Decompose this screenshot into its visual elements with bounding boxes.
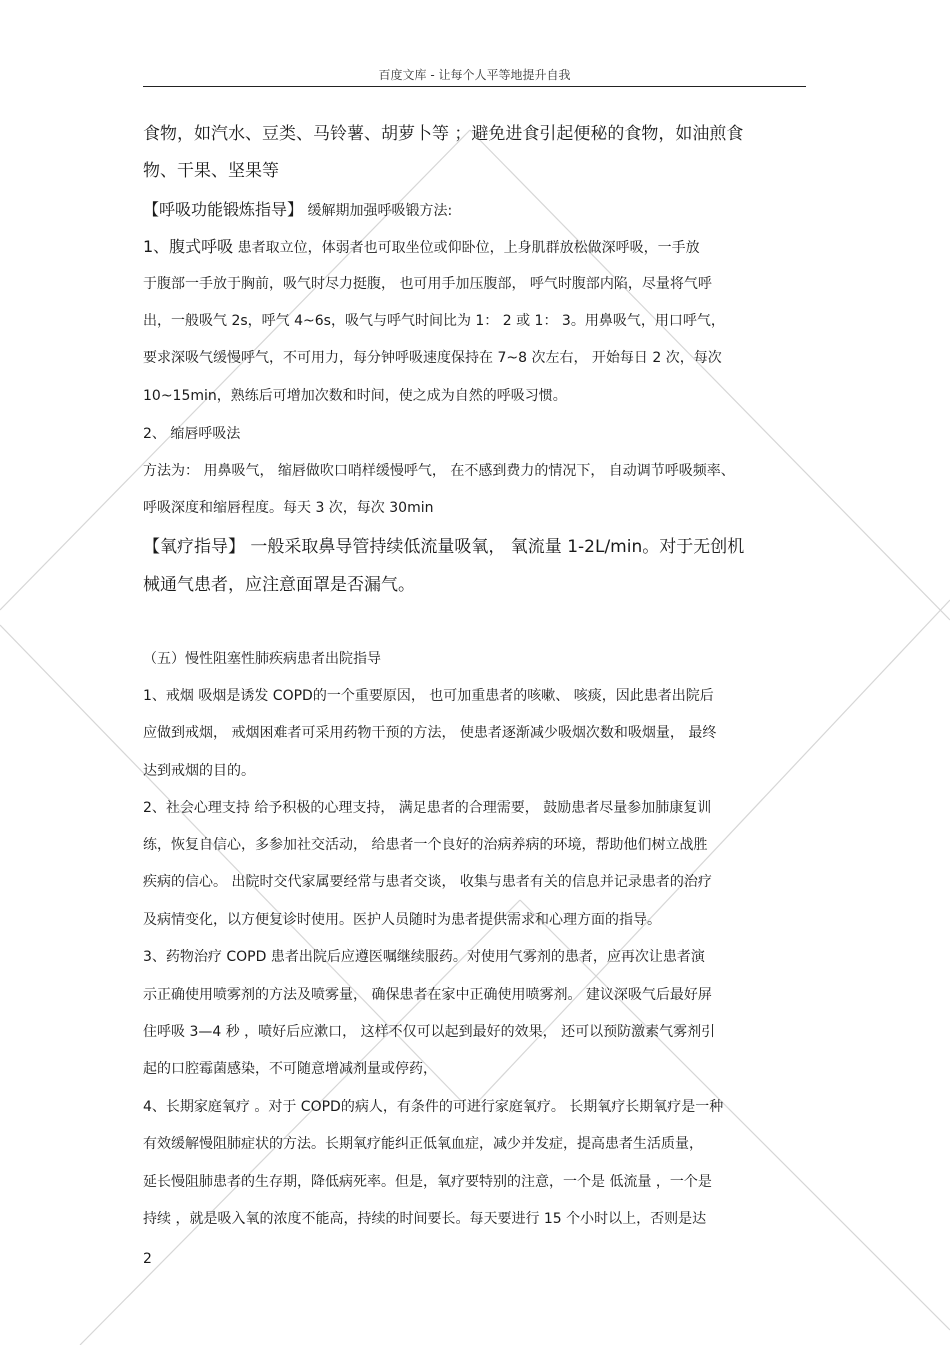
text-line: 于腹部一手放于胸前，吸气时尽力挺腹， 也可用手加压腹部， 呼气时腹部内陷，尽量将气呼 — [143, 276, 712, 292]
text-line: 10~15min，熟练后可增加次数和时间，使之成为自然的呼吸习惯。 — [143, 388, 567, 404]
text-line: 出，一般吸气 2s，呼气 4~6s，吸气与呼气时间比为 1： 2 或 1： 3。用鼻吸气，用口呼气， — [143, 313, 725, 329]
text-line: 食物，如汽水、豆类、马铃薯、胡萝卜等 ；避免进食引起便秘的食物，如油煎食 — [143, 124, 744, 144]
section-heading-breathing: 【呼吸功能锻炼指导】 缓解期加强呼吸锻方法: — [143, 200, 453, 219]
page-number: 2 — [143, 1251, 152, 1267]
text-line: 4、长期家庭氧疗 。对于 COPD的病人，有条件的可进行家庭氧疗。 长期氧疗长期氧疗是一种 — [143, 1099, 724, 1115]
text-line: 达到戒烟的目的。 — [143, 763, 255, 779]
text-line: 住呼吸 3—4 秒 ，喷好后应漱口， 这样不仅可以起到最好的效果， 还可以预防激素气雾剂引 — [143, 1024, 716, 1040]
text-line: 3、药物治疗 COPD 患者出院后应遵医嘱继续服药。对使用气雾剂的患者，应再次让患者演 — [143, 949, 705, 965]
text-line: 示正确使用喷雾剂的方法及喷雾量， 确保患者在家中正确使用喷雾剂。 建议深吸气后最好屏 — [143, 987, 712, 1003]
text-line: 练，恢复自信心，多参加社交活动， 给患者一个良好的治病养病的环境，帮助他们树立战胜 — [143, 837, 708, 853]
text-line: 起的口腔霉菌感染，不可随意增减剂量或停药， — [143, 1061, 437, 1077]
text-line: 械通气患者，应注意面罩是否漏气。 — [143, 575, 415, 595]
text-line: 及病情变化，以方便复诊时使用。医护人员随时为患者提供需求和心理方面的指导。 — [143, 912, 661, 928]
text-line: 持续 ，就是吸入氧的浓度不能高，持续的时间要长。每天要进行 15 个小时以上，否则是达 — [143, 1211, 707, 1227]
text-line: 应做到戒烟， 戒烟困难者可采用药物干预的方法， 使患者逐渐减少吸烟次数和吸烟量， 最终 — [143, 725, 717, 741]
text-line: 2、社会心理支持 给予积极的心理支持， 满足患者的合理需要， 鼓励患者尽量参加肺康复训 — [143, 800, 712, 816]
text-line: 2、 缩唇呼吸法 — [143, 426, 241, 442]
text-line: 要求深吸气缓慢呼气，不可用力，每分钟呼吸速度保持在 7~8 次左右， 开始每日 2 次，每次 — [143, 350, 722, 366]
text-line: 1、腹式呼吸 患者取立位，体弱者也可取坐位或仰卧位，上身肌群放松做深呼吸，一手放 — [143, 237, 700, 256]
header-divider — [143, 86, 806, 87]
section-heading-discharge: （五）慢性阻塞性肺疾病患者出院指导 — [143, 651, 381, 667]
text-line: 疾病的信心。 出院时交代家属要经常与患者交谈， 收集与患者有关的信息并记录患者的治疗 — [143, 874, 712, 890]
page-header: 百度文库 - 让每个人平等地提升自我 — [378, 68, 571, 82]
text-line: 物、干果、坚果等 — [143, 161, 279, 181]
text-line: 呼吸深度和缩唇程度。每天 3 次，每次 30min — [143, 500, 434, 516]
text-line: 有效缓解慢阻肺症状的方法。长期氧疗能纠正低氧血症，减少并发症，提高患者生活质量， — [143, 1136, 703, 1152]
section-heading-oxygen: 【氧疗指导】 一般采取鼻导管持续低流量吸氧， 氧流量 1-2L/min。对于无创机 — [143, 537, 745, 557]
text-line: 方法为： 用鼻吸气， 缩唇做吹口哨样缓慢呼气， 在不感到费力的情况下， 自动调节呼吸频率、 — [143, 463, 735, 479]
text-line: 延长慢阻肺患者的生存期，降低病死率。但是，氧疗要特别的注意，一个是 低流量 ，一个是 — [143, 1174, 712, 1190]
text-line: 1、戒烟 吸烟是诱发 COPD的一个重要原因， 也可加重患者的咳嗽、 咳痰，因此患者出院后 — [143, 688, 714, 704]
